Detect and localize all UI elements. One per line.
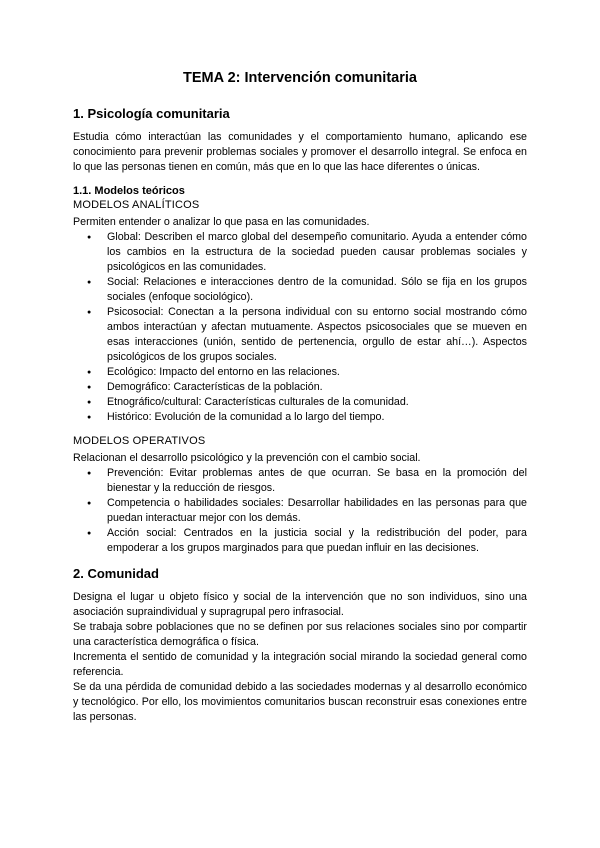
list-item: ● Global: Describen el marco global del desempeño comunitario. Ayuda a entender cómo los cambios en la estructura de la sociedad pueden causar problemas sociales y psicológicos en las comunidades. [73, 230, 527, 275]
section-1-intro: Estudia cómo interactúan las comunidades y el comportamiento humano, aplicando ese conocimiento para prevenir problemas sociales y promover el desarrollo integral. Se enfoca en lo que las personas tienen en común, más que en lo que las hace diferentes o únicas. [73, 131, 527, 173]
analytic-models-list [73, 230, 527, 425]
section-2-paragraph: Incrementa el sentido de comunidad y la integración social mirando la sociedad general como referencia. [73, 651, 527, 678]
operative-models-label: MODELOS OPERATIVOS [73, 435, 206, 447]
operative-models-intro: Relacionan el desarrollo psicológico y la prevención con el cambio social. [73, 452, 421, 464]
document-content [73, 70, 527, 725]
list-item: ● Ecológico: Impacto del entorno en las relaciones. [73, 365, 527, 380]
list-item: ● Demográfico: Características de la población. [73, 380, 527, 395]
list-item: ● Prevención: Evitar problemas antes de que ocurran. Se basa en la promoción del bienestar y la reducción de riesgos. [73, 466, 527, 496]
section-2-paragraph: Se da una pérdida de comunidad debido a las sociedades modernas y al desarrollo económico y tecnológico. Por ello, los movimientos comunitarios buscan reconstruir esas conexiones entre las personas. [73, 681, 527, 723]
section-2-paragraph: Designa el lugar u objeto físico y social de la intervención que no son individuos, sino una asociación supraindividual y supragrupal pero infrasocial. [73, 591, 527, 618]
page-title: TEMA 2: Intervención comunitaria [183, 70, 417, 86]
subsection-1-1-heading: 1.1. Modelos teóricos [73, 185, 185, 197]
list-item: ● Social: Relaciones e interacciones dentro de la comunidad. Sólo se fija en los grupos sociales (enfoque sociológico). [73, 275, 527, 305]
list-item: ● Acción social: Centrados en la justicia social y la redistribución del poder, para empoderar a los grupos marginados para que puedan influir en las decisiones. [73, 526, 527, 556]
section-2-heading: 2. Comunidad [73, 566, 159, 581]
list-item: ● Etnográfico/cultural: Características culturales de la comunidad. [73, 395, 527, 410]
analytic-models-label: MODELOS ANALÍTICOS [73, 199, 200, 211]
operative-models-list [73, 466, 527, 556]
section-1-heading: 1. Psicología comunitaria [73, 106, 230, 121]
section-2-paragraph: Se trabaja sobre poblaciones que no se definen por sus relaciones sociales sino por compartir una característica demográfica o física. [73, 621, 527, 648]
list-item: ● Competencia o habilidades sociales: Desarrollar habilidades en las personas para que puedan interactuar mejor con los demás. [73, 496, 527, 526]
analytic-models-intro: Permiten entender o analizar lo que pasa en las comunidades. [73, 216, 370, 228]
list-item: ● Histórico: Evolución de la comunidad a lo largo del tiempo. [73, 410, 527, 425]
list-item: ● Psicosocial: Conectan a la persona individual con su entorno social mostrando cómo ambos interactúan y afectan mutuamente. Aspectos psicosociales que se mueven en esas interacciones (unión, sentido de pertenencia, orgullo de estar ahí…). Aspectos psicológicos de los grupos sociales. [73, 305, 527, 365]
